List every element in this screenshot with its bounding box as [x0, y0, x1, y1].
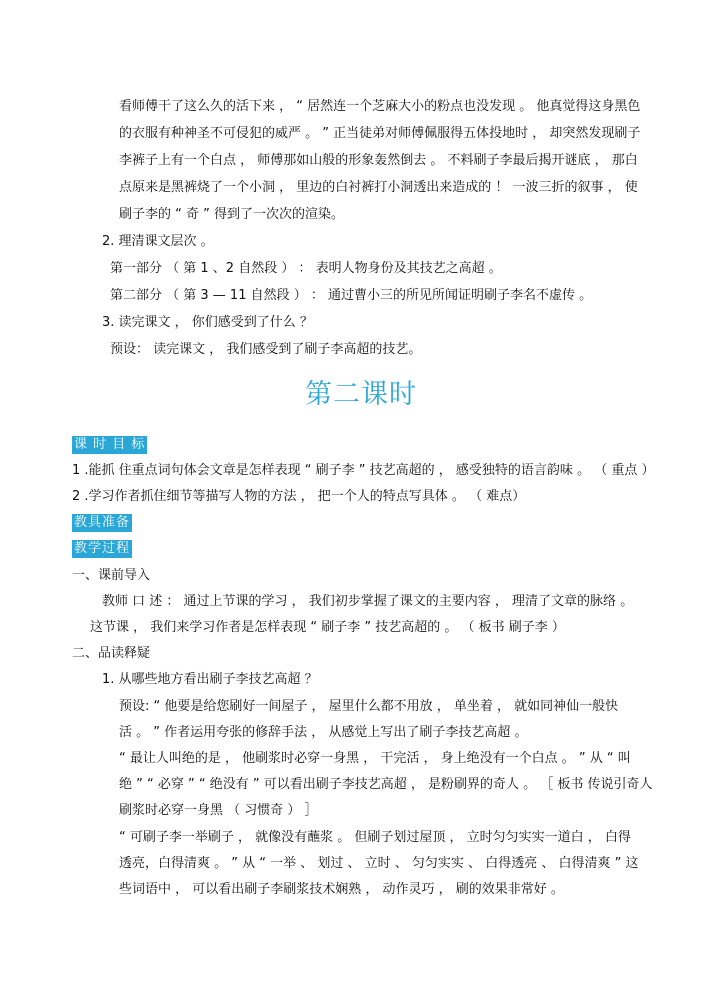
body-line: 活 。 ” 作者运用夸张的修辞手法 ， 从感觉上写出了刷子李技艺高超 。 [119, 725, 528, 740]
goal-item: 2 .学习作者抓住细节等描写人物的方法 ， 把一个人的特点写具体 。 （ 难点） [72, 489, 526, 504]
body-line: 第二部分 （ 第 3 — 11 自然段 ） ： 通过曹小三的所见所闻证明刷子李名不虚传 。 [110, 288, 593, 303]
list-item-heading: 3. 读完课文 ， 你们感受到了什么 ？ [102, 315, 313, 330]
section-heading: 一、课前导入 [72, 568, 151, 583]
body-line: 点原来是黑裤烧了一个小洞 ， 里边的白衬裤打小洞透出来造成的 ！ 一波三折的叙事 ， 使 [119, 180, 638, 195]
body-line: 看师傅干了这么久的活下来 ， “ 居然连一个芝麻大小的粉点也没发现 。 他真觉得这身黑色 [119, 99, 641, 114]
body-line: 透亮，白得清爽 。 ” 从 “ 一举 、 划过 、 立时 、 匀匀实实 、 白得透亮 、 白得清爽 ” 这 [119, 856, 639, 871]
body-line: 刷子李的 “ 奇 ” 得到了一次次的渲染。 [119, 207, 344, 222]
section-heading: 二、品读释疑 [72, 646, 151, 661]
list-item-heading: 1. 从哪些地方看出刷子李技艺高超 ？ [102, 672, 318, 687]
list-item-heading: 2. 理清课文层次 。 [102, 234, 214, 249]
body-line: 绝 ” “ 必穿 ” “ 绝没有 ” 可以看出刷子李技艺高超 ， 是粉刷界的奇人 。 ［ 板书 传说引奇人 [119, 777, 653, 792]
body-line: 教师 口 述 ： 通过上节课的学习 ， 我们初步掌握了课文的主要内容 ， 理清了文章的脉络 。 [102, 594, 634, 609]
body-line: 预设： 读完课文 ， 我们感受到了刷子李高超的技艺。 [110, 342, 422, 357]
tag-tools: 教具准备 [74, 515, 131, 530]
tag-goals: 课 时 目 标 [74, 437, 146, 452]
body-line: 这节课 ， 我们来学习作者是怎样表现 “ 刷子李 ” 技艺高超的 。 （ 板书 刷子李 ） [90, 620, 565, 635]
tag-process: 教学过程 [74, 541, 131, 556]
body-line: “ 最让人叫绝的是 ， 他刷浆时必穿一身黑 ， 干完活 ， 身上绝没有一个白点 。 ” 从 “ 叫 [119, 751, 631, 766]
body-line: 刷浆时必穿一身黑 （ 习惯奇 ） ］ [119, 803, 318, 818]
section-title: 第二课时 [305, 379, 417, 410]
body-line: 李裤子上有一个白点 ， 师傅那如山般的形象轰然倒去 。 不料刷子李最后揭开谜底 ， 那白 [119, 153, 638, 168]
body-line: 第一部分 （ 第 1 、2 自然段 ） ： 表明人物身份及其技艺之高超 。 [110, 261, 502, 276]
goal-item: 1 .能抓 住重点词句体会文章是怎样表现 “ 刷子李 ” 技艺高超的 ， 感受独特的语言韵味 。 （ 重点 ） [72, 463, 655, 478]
body-line: 预设: “ 他要是给您刷好一间屋子 ， 屋里什么都不用放 ， 单坐着 ， 就如同神仙一般快 [119, 699, 619, 714]
body-line: “ 可刷子李一举刷子 ， 就像没有蘸浆 。 但刷子划过屋顶 ， 立时匀匀实实一道白 ， 白得 [119, 830, 631, 845]
body-line: 的衣服有种神圣不可侵犯的威严 。 ” 正当徒弟对师傅佩服得五体投地时 ， 却突然发现刷子 [119, 126, 641, 141]
body-line: 些词语中 ， 可以看出刷子李刷浆技术娴熟 ， 动作灵巧 ， 刷的效果非常好 。 [119, 882, 564, 897]
